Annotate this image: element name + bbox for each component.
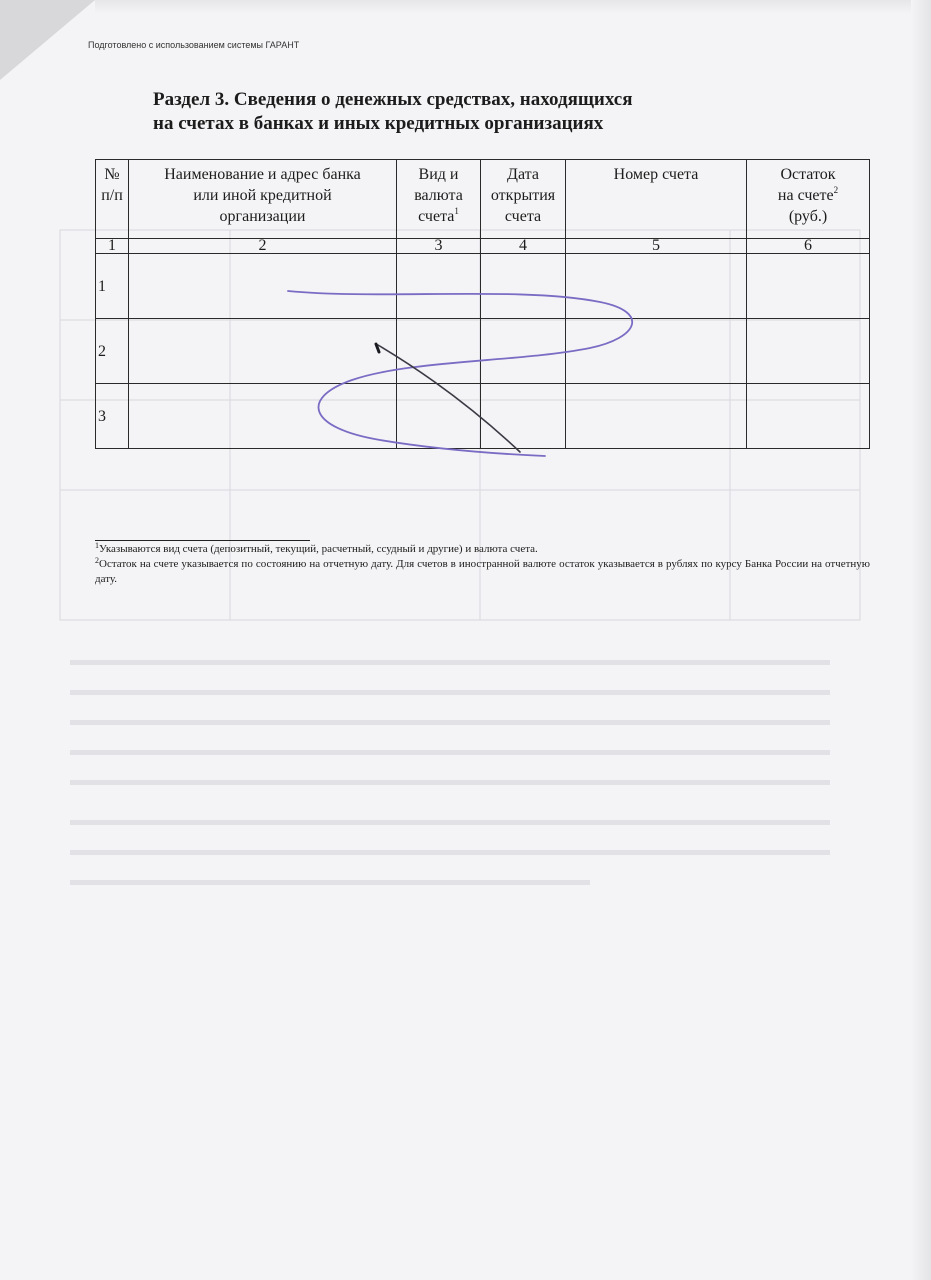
empty-cell: [747, 384, 870, 449]
row-index: 2: [96, 319, 129, 384]
column-number: 2: [129, 239, 397, 254]
footnote-2: $^2$Остаток на счете указывается по состоянию на отчетную дату. Для счетов в иностранной валюте остаток указывается в рублях по курсу Банка России на отчетную дату.: [95, 556, 870, 585]
scan-right-edge: [911, 0, 931, 1280]
column-number: 1: [96, 239, 129, 254]
empty-cell: [397, 254, 481, 319]
section-title-line1: Раздел 3. Сведения о денежных средствах, находящихся: [153, 89, 633, 110]
empty-cell: [566, 254, 747, 319]
empty-cell: [566, 384, 747, 449]
table-row: [96, 254, 870, 319]
column-number: 5: [566, 239, 747, 254]
footnote-ref-2: 2: [833, 185, 839, 195]
bank-accounts-table: [95, 159, 870, 449]
empty-cell: [566, 319, 747, 384]
empty-cell: [397, 384, 481, 449]
table-row: [96, 384, 870, 449]
section-title: [153, 88, 773, 136]
empty-cell: [481, 319, 566, 384]
empty-cell: [481, 384, 566, 449]
empty-cell: [747, 319, 870, 384]
column-number: 6: [747, 239, 870, 254]
empty-cell: [481, 254, 566, 319]
header-col6: Остаток на счете$^2$ (руб.): [747, 160, 870, 239]
footnote-ref-1: 1: [454, 206, 459, 216]
section-title-line2: на счетах в банках и иных кредитных организациях: [153, 113, 604, 134]
empty-cell: [397, 319, 481, 384]
row-index: 1: [96, 254, 129, 319]
column-number: 3: [397, 239, 481, 254]
page-corner-fold: [0, 0, 95, 80]
empty-cell: [747, 254, 870, 319]
header-col1: № п/п: [96, 160, 129, 239]
header-col5: Номер счета: [566, 160, 747, 239]
footnote-separator: [95, 540, 310, 541]
footnotes: [95, 540, 870, 587]
table-header-row: [96, 160, 870, 239]
empty-cell: [129, 384, 397, 449]
header-col4: Дата открытия счета: [481, 160, 566, 239]
column-number-row: [96, 239, 870, 254]
row-index: 3: [96, 384, 129, 449]
empty-cell: [129, 254, 397, 319]
column-number: 4: [481, 239, 566, 254]
table-row: [96, 319, 870, 384]
empty-cell: [129, 319, 397, 384]
garant-note: Подготовлено с использованием системы ГАРАНТ: [88, 40, 300, 50]
header-col2: Наименование и адрес банка или иной кредитной организации: [129, 160, 397, 239]
scan-top-edge: [95, 0, 931, 14]
header-col3: Вид и валюта счета$^1$: [397, 160, 481, 239]
footnote-1: $^1$Указываются вид счета (депозитный, текущий, расчетный, ссудный и другие) и валюта счета.: [95, 541, 538, 555]
